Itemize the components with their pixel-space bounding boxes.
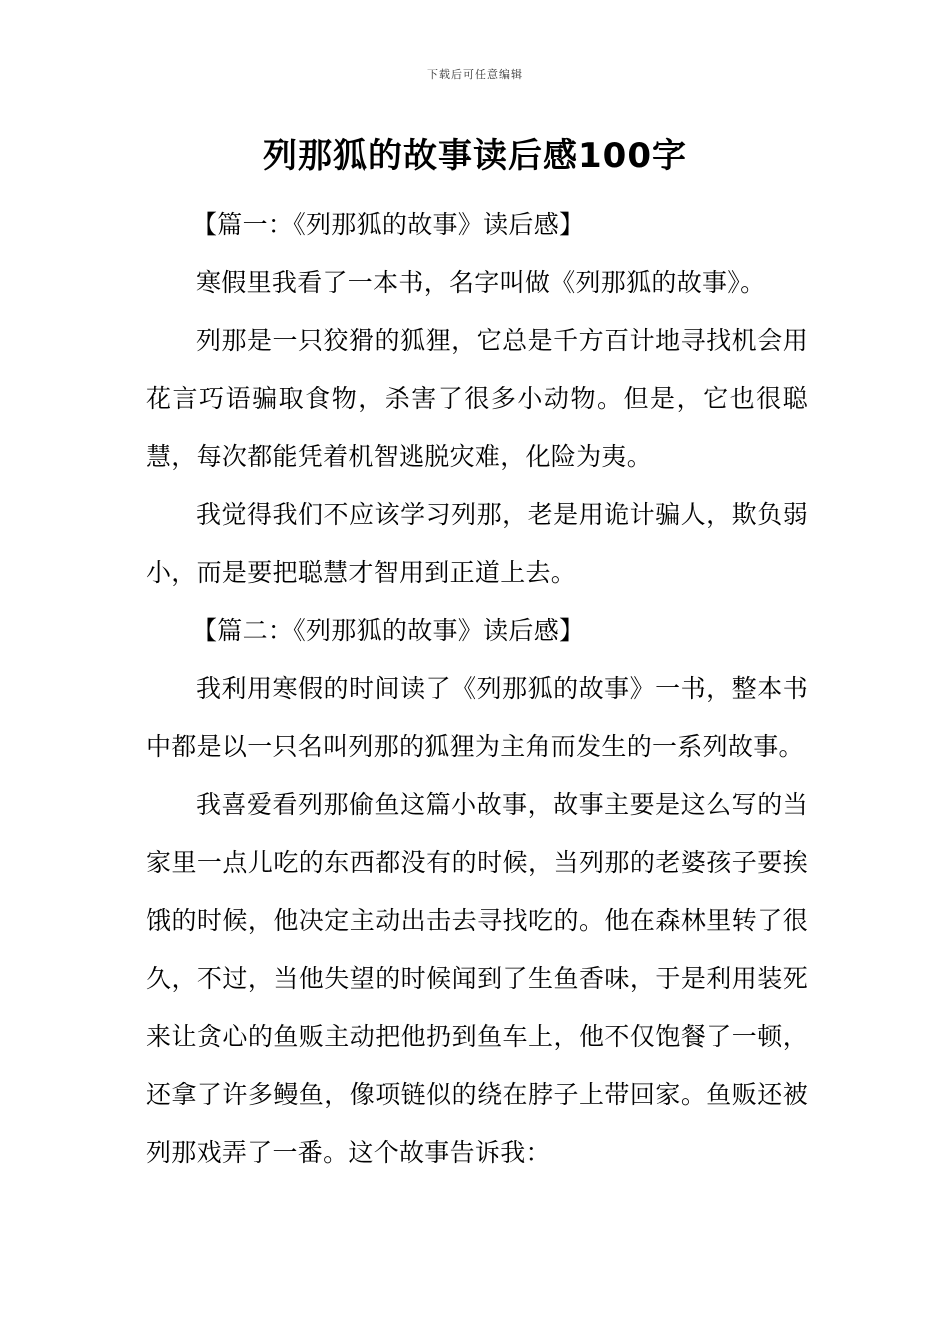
section-heading-1: 【篇一：《列那狐的故事》读后感】 <box>192 210 585 239</box>
page-header-note: 下载后可任意编辑 <box>427 68 523 81</box>
document-body <box>146 196 808 1182</box>
section-heading-2: 【篇二：《列那狐的故事》读后感】 <box>192 616 585 645</box>
paragraph: 寒假里我看了一本书，名字叫做《列那狐的故事》。 <box>196 268 766 297</box>
paragraph: 我觉得我们不应该学习列那，老是用诡计骗人，欺负弱小，而是要把聪慧才智用到正道上去。 <box>146 500 808 587</box>
document-title: 列那狐的故事读后感100字 <box>263 136 687 176</box>
paragraph: 我利用寒假的时间读了《列那狐的故事》一书，整本书中都是以一只名叫列那的狐狸为主角而发生的一系列故事。 <box>146 674 808 761</box>
paragraph: 列那是一只狡猾的狐狸，它总是千方百计地寻找机会用花言巧语骗取食物，杀害了很多小动物。但是，它也很聪慧，每次都能凭着机智逃脱灾难，化险为夷。 <box>146 326 808 471</box>
paragraph: 我喜爱看列那偷鱼这篇小故事，故事主要是这么写的当家里一点儿吃的东西都没有的时候，当列那的老婆孩子要挨饿的时候，他决定主动出击去寻找吃的。他在森林里转了很久，不过，当他失望的时候闻到了生鱼香味，于是利用装死来让贪心的鱼贩主动把他扔到鱼车上，他不仅饱餐了一顿，还拿了许多鳗鱼，像项链似的绕在脖子上带回家。鱼贩还被列那戏弄了一番。这个故事告诉我： <box>146 790 808 1167</box>
